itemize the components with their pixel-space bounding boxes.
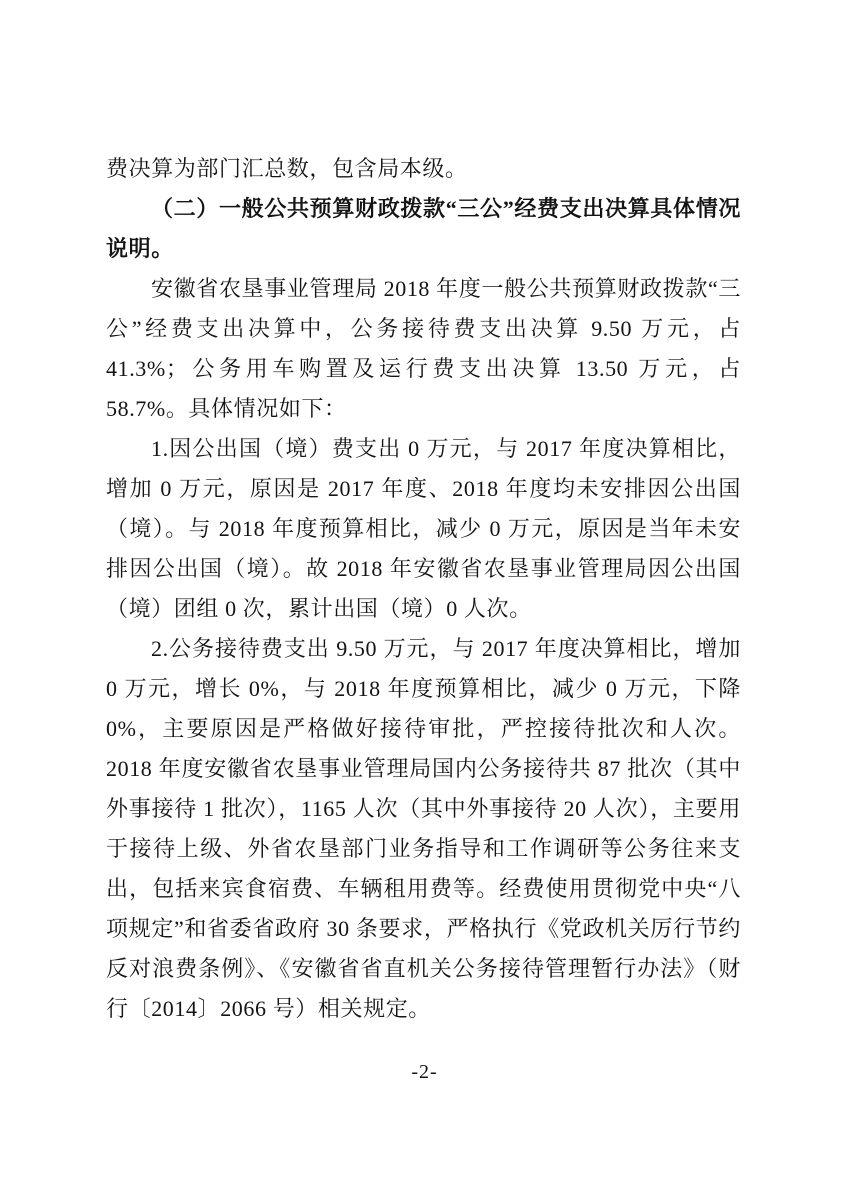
paragraph-overview-expenditure: 安徽省农垦事业管理局 2018 年度一般公共预算财政拨款“三公”经费支出决算中，公务接待费支出决算 9.50 万元，占 41.3%；公务用车购置及运行费支出决算 13.50 万元，占 58.7%。具体情况如下：: [106, 276, 741, 421]
section-heading-three-public-funds: （二）一般公共预算财政拨款“三公”经费支出决算具体情况说明。: [106, 196, 741, 261]
page-number: -2-: [411, 1061, 438, 1083]
paragraph-item-1-overseas-trips: 1.因公出国（境）费支出 0 万元，与 2017 年度决算相比，增加 0 万元，原因是 2017 年度、2018 年度均未安排因公出国（境）。与 2018 年度预算相比，减少 0 万元，原因是当年未安排因公出国（境）。故 2018 年安徽省农垦事业管理局因公出国（境）团组 0 次，累计出国（境）0 人次。: [106, 436, 741, 621]
paragraph-continuation: 费决算为部门汇总数，包含局本级。: [106, 156, 468, 181]
document-text-block: [106, 149, 741, 1029]
paragraph-item-2-official-reception: 2.公务接待费支出 9.50 万元，与 2017 年度决算相比，增加 0 万元，增长 0%，与 2018 年度预算相比，减少 0 万元，下降 0%，主要原因是严格做好接待审批，严控接待批次和人次。2018 年度安徽省农垦事业管理局国内公务接待共 87 批次（其中外事接待 1 批次），1165 人次（其中外事接待 20 人次），主要用于接待上级、外省农垦部门业务指导和工作调研等公务往来支出，包括来宾食宿费、车辆租用费等。经费使用贯彻党中央“八项规定”和省委省政府 30 条要求，严格执行《党政机关厉行节约反对浪费条例》、《安徽省省直机关公务接待管理暂行办法》（财行〔2014〕2066 号）相关规定。: [106, 636, 741, 1021]
